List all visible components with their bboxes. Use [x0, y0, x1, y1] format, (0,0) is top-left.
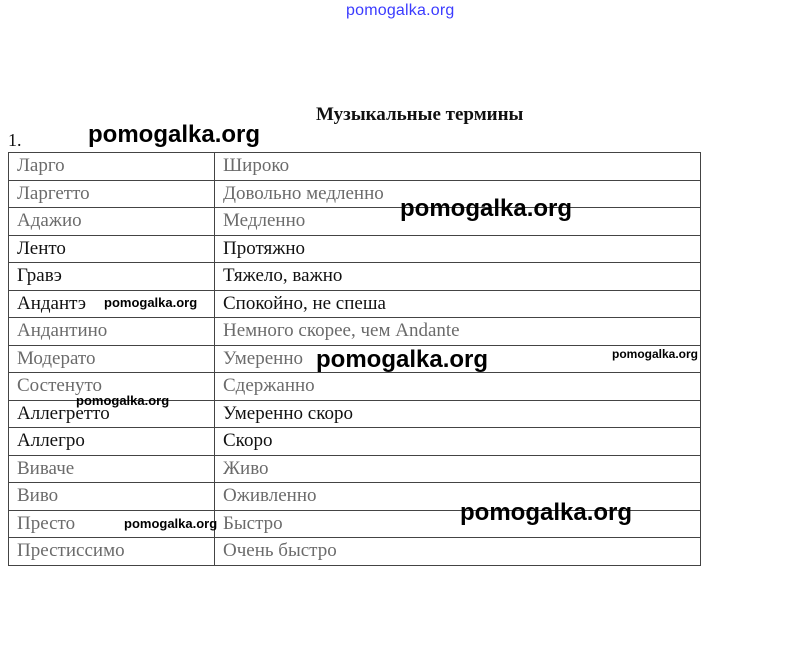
watermark-text: pomogalka.org [76, 393, 170, 408]
term-cell: Андантэ [9, 290, 215, 318]
table-row [9, 263, 701, 291]
table-row [9, 428, 701, 456]
watermark-text: pomogalka.org [612, 347, 699, 361]
meaning-cell: Сдержанно [215, 373, 701, 401]
meaning-cell: Протяжно [215, 235, 701, 263]
meaning-cell: Медленно [215, 208, 701, 236]
watermark-text: pomogalka.org [460, 499, 633, 526]
table-row [9, 318, 701, 346]
meaning-cell: Быстро [215, 510, 701, 538]
meaning-cell: Оживленно [215, 483, 701, 511]
meaning-cell: Скоро [215, 428, 701, 456]
term-cell: Адажио [9, 208, 215, 236]
watermark-text: pomogalka.org [400, 195, 573, 222]
term-cell: Виво [9, 483, 215, 511]
term-cell: Аллегро [9, 428, 215, 456]
term-cell: Андантино [9, 318, 215, 346]
watermark-text: pomogalka.org [316, 346, 489, 373]
table-row [9, 153, 701, 181]
table-row [9, 538, 701, 566]
watermark-text: pomogalka.org [88, 121, 261, 148]
meaning-cell: Немного скорее, чем Andante [215, 318, 701, 346]
table-row [9, 235, 701, 263]
term-cell: Состенуто [9, 373, 215, 401]
meaning-cell: Живо [215, 455, 701, 483]
list-number: 1. [8, 130, 22, 150]
term-cell: Престиссимо [9, 538, 215, 566]
top-site-watermark: pomogalka.org [346, 2, 455, 19]
term-cell: Престо [9, 510, 215, 538]
term-cell: Ларго [9, 153, 215, 181]
table-row [9, 208, 701, 236]
table-row [9, 455, 701, 483]
meaning-cell: Умеренно скоро [215, 400, 701, 428]
meaning-cell: Спокойно, не спеша [215, 290, 701, 318]
document-title: Музыкальные термины [316, 104, 524, 125]
watermark-text: pomogalka.org [124, 516, 218, 531]
term-cell: Виваче [9, 455, 215, 483]
watermark-text: pomogalka.org [104, 295, 198, 310]
table-row [9, 180, 701, 208]
meaning-cell: Широко [215, 153, 701, 181]
term-cell: Гравэ [9, 263, 215, 291]
meaning-cell: Тяжело, важно [215, 263, 701, 291]
meaning-cell: Довольно медленно [215, 180, 701, 208]
term-cell: Ленто [9, 235, 215, 263]
meaning-cell: Очень быстро [215, 538, 701, 566]
term-cell: Аллегретто [9, 400, 215, 428]
term-cell: Ларгетто [9, 180, 215, 208]
term-cell: Модерато [9, 345, 215, 373]
meaning-cell: Умеренно [215, 345, 701, 373]
